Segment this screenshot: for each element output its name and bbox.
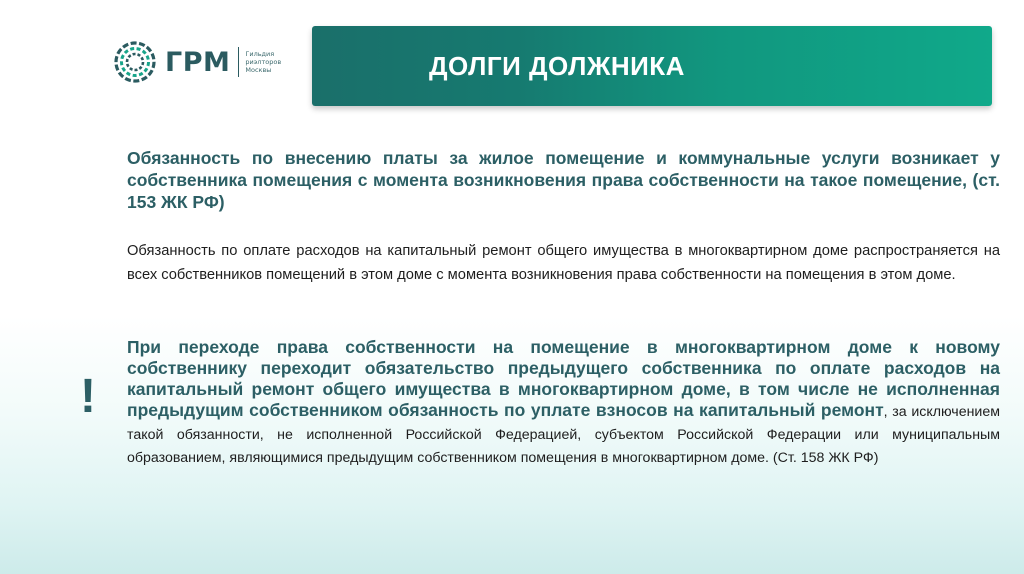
paragraph-payment-obligation: Обязанность по внесению платы за жилое помещение и коммунальные услуги возникает у собственника помещения с момента возникновения права собственности на такое помещение, (ст. 153 ЖК РФ) — [127, 148, 1000, 212]
title-banner — [312, 26, 992, 106]
logo-subtitle-line: Москвы — [245, 66, 272, 74]
exclamation-mark: ! — [80, 370, 96, 423]
paragraph-ownership-transfer-regular: , за исключением такой обязанности, не исполненной Российской Федерацией, субъектом Российской Федерации или муниципальным образованием, являющимися предыдущим собственником помещения в многоквартирном доме. (Ст. 158 ЖК РФ) — [127, 404, 1000, 466]
page-title: ДОЛГИ ДОЛЖНИКА — [429, 50, 685, 81]
logo-abbreviation: ГРМ — [165, 46, 231, 78]
slide-content — [127, 147, 1000, 470]
logo-subtitle-line: Гильдия — [245, 50, 275, 58]
logo — [113, 40, 281, 84]
logo-subtitle-line: риэлторов — [245, 58, 282, 66]
paragraph-ownership-transfer — [127, 337, 1000, 470]
logo-subtitle — [245, 50, 281, 74]
paragraph-capital-repair: Обязанность по оплате расходов на капитальный ремонт общего имущества в многоквартирном доме распространяется на всех собственников помещений в этом доме с момента возникновения права собственности на помещения в этом доме. — [127, 243, 1000, 283]
paragraph-ownership-transfer-bold: При переходе права собственности на помещение в многоквартирном доме к новому собственнику переходит обязательство предыдущего собственника по оплате расходов на капитальный ремонт общего имущества в многоквартирном доме, в том числе не исполненная предыдущим собственником обязанность по уплате взносов на капитальный ремонт — [127, 337, 1000, 420]
guild-ring-logo-icon — [113, 40, 157, 84]
logo-separator — [238, 47, 239, 77]
